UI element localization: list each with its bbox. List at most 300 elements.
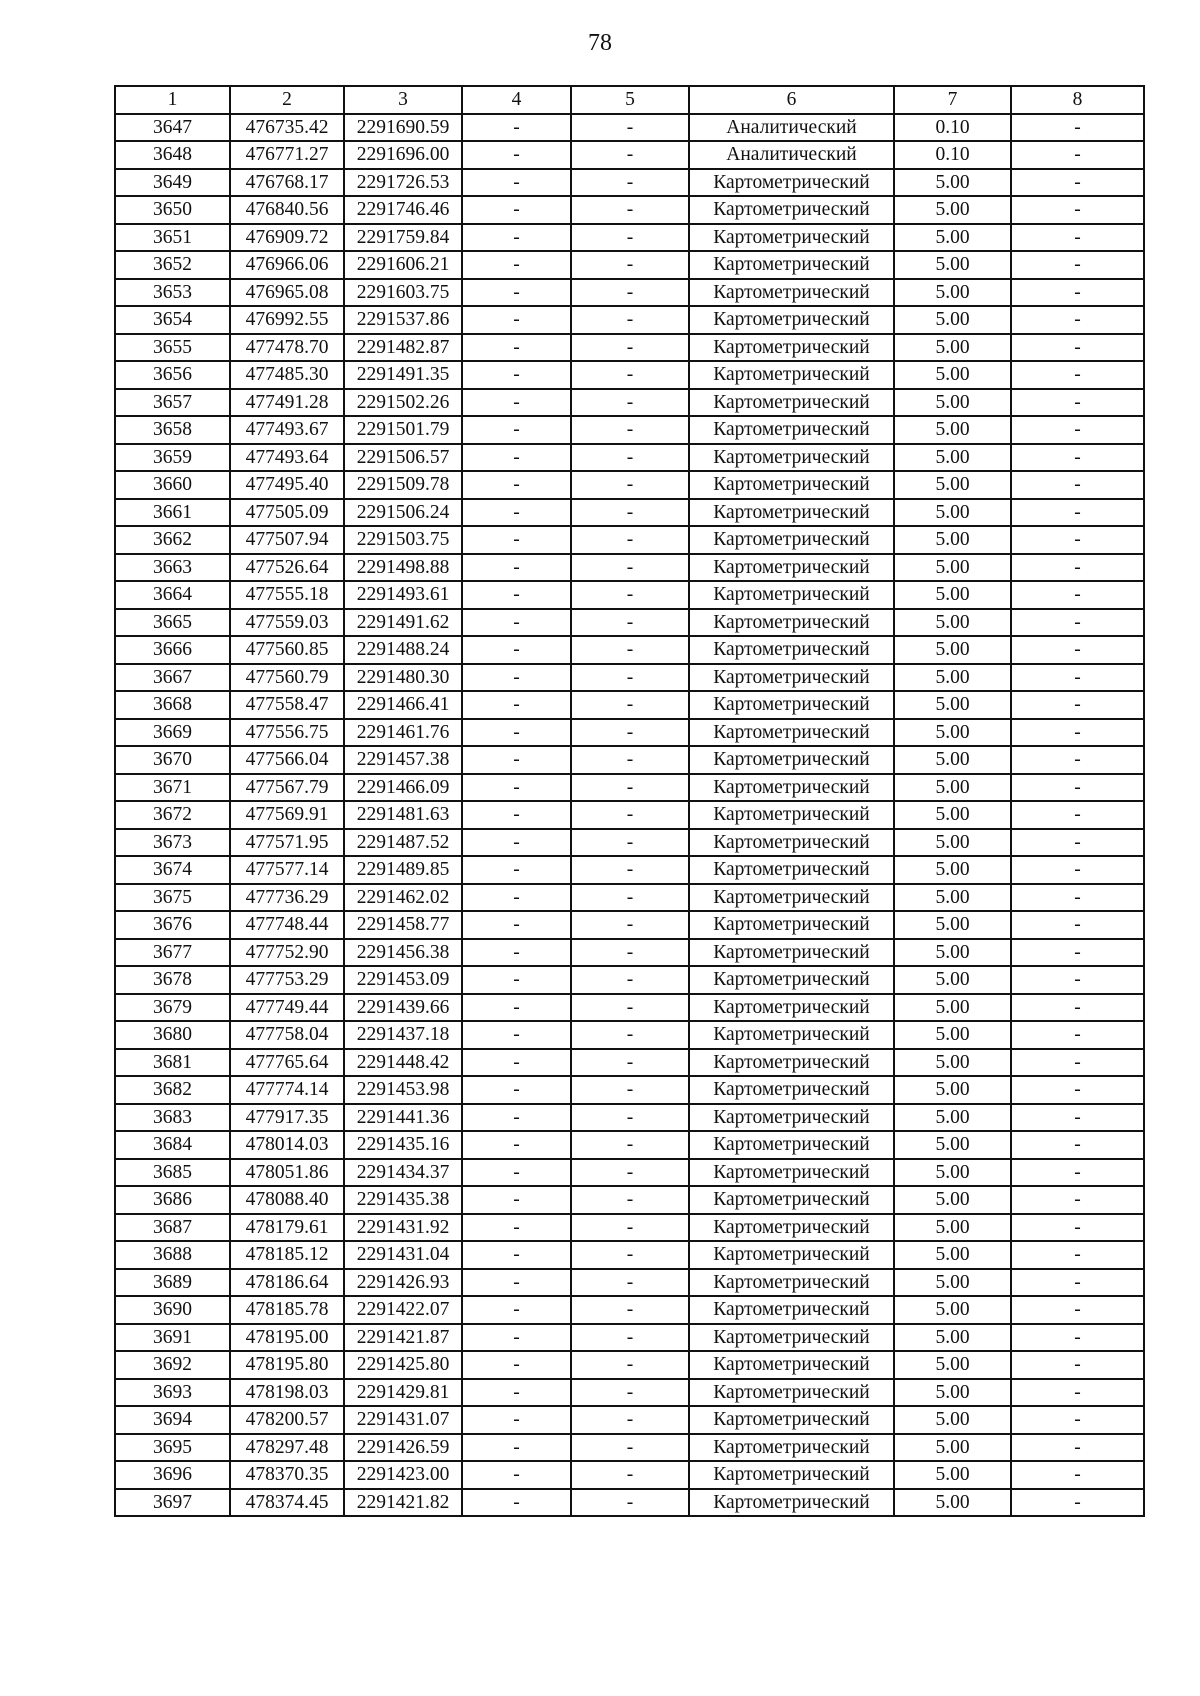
cell-point-number: 3672	[115, 801, 230, 829]
table-row	[115, 1104, 1144, 1132]
cell-col-4-value: -	[462, 141, 571, 169]
cell-col-8-value: -	[1011, 939, 1144, 967]
cell-accuracy: 5.00	[894, 416, 1011, 444]
cell-col-5-value: -	[571, 1434, 689, 1462]
cell-col-8-value: -	[1011, 471, 1144, 499]
cell-col-4-value: -	[462, 1214, 571, 1242]
cell-accuracy: 5.00	[894, 169, 1011, 197]
cell-accuracy: 5.00	[894, 1159, 1011, 1187]
cell-accuracy: 5.00	[894, 1461, 1011, 1489]
table-row	[115, 1186, 1144, 1214]
table-row	[115, 1324, 1144, 1352]
cell-method: Картометрический	[689, 444, 894, 472]
cell-col-4-value: -	[462, 499, 571, 527]
table-row	[115, 664, 1144, 692]
cell-accuracy: 5.00	[894, 1379, 1011, 1407]
cell-col-5-value: -	[571, 609, 689, 637]
table-row	[115, 334, 1144, 362]
cell-method: Картометрический	[689, 306, 894, 334]
cell-col-4-value: -	[462, 1186, 571, 1214]
table-row	[115, 389, 1144, 417]
table-row	[115, 609, 1144, 637]
column-header: 3	[344, 86, 462, 114]
cell-col-4-value: -	[462, 1324, 571, 1352]
cell-x-coordinate: 477559.03	[230, 609, 344, 637]
table-row	[115, 1214, 1144, 1242]
cell-col-8-value: -	[1011, 1461, 1144, 1489]
cell-point-number: 3679	[115, 994, 230, 1022]
cell-method: Картометрический	[689, 829, 894, 857]
cell-x-coordinate: 478200.57	[230, 1406, 344, 1434]
cell-y-coordinate: 2291488.24	[344, 636, 462, 664]
table-body	[115, 114, 1144, 1517]
cell-point-number: 3687	[115, 1214, 230, 1242]
cell-accuracy: 5.00	[894, 691, 1011, 719]
cell-col-4-value: -	[462, 1489, 571, 1517]
cell-point-number: 3654	[115, 306, 230, 334]
cell-col-8-value: -	[1011, 1021, 1144, 1049]
cell-point-number: 3664	[115, 581, 230, 609]
cell-accuracy: 5.00	[894, 1351, 1011, 1379]
cell-col-8-value: -	[1011, 636, 1144, 664]
cell-col-8-value: -	[1011, 444, 1144, 472]
cell-point-number: 3668	[115, 691, 230, 719]
cell-accuracy: 5.00	[894, 966, 1011, 994]
cell-accuracy: 5.00	[894, 1269, 1011, 1297]
cell-accuracy: 5.00	[894, 361, 1011, 389]
cell-y-coordinate: 2291503.75	[344, 526, 462, 554]
cell-method: Картометрический	[689, 1379, 894, 1407]
table-row	[115, 774, 1144, 802]
cell-point-number: 3656	[115, 361, 230, 389]
cell-col-5-value: -	[571, 1159, 689, 1187]
cell-accuracy: 5.00	[894, 1076, 1011, 1104]
cell-x-coordinate: 476840.56	[230, 196, 344, 224]
column-header: 6	[689, 86, 894, 114]
table-row	[115, 1296, 1144, 1324]
cell-col-4-value: -	[462, 884, 571, 912]
cell-col-5-value: -	[571, 416, 689, 444]
cell-method: Картометрический	[689, 1131, 894, 1159]
cell-col-5-value: -	[571, 581, 689, 609]
cell-col-5-value: -	[571, 911, 689, 939]
cell-col-4-value: -	[462, 801, 571, 829]
table-row	[115, 169, 1144, 197]
cell-y-coordinate: 2291690.59	[344, 114, 462, 142]
cell-x-coordinate: 477567.79	[230, 774, 344, 802]
cell-point-number: 3690	[115, 1296, 230, 1324]
cell-point-number: 3665	[115, 609, 230, 637]
table-row	[115, 196, 1144, 224]
cell-col-4-value: -	[462, 526, 571, 554]
cell-x-coordinate: 477569.91	[230, 801, 344, 829]
cell-col-5-value: -	[571, 196, 689, 224]
cell-method: Картометрический	[689, 554, 894, 582]
cell-method: Картометрический	[689, 1214, 894, 1242]
cell-col-4-value: -	[462, 829, 571, 857]
column-header: 2	[230, 86, 344, 114]
cell-x-coordinate: 477577.14	[230, 856, 344, 884]
cell-x-coordinate: 476992.55	[230, 306, 344, 334]
cell-accuracy: 5.00	[894, 1021, 1011, 1049]
cell-point-number: 3659	[115, 444, 230, 472]
table-row	[115, 361, 1144, 389]
cell-col-5-value: -	[571, 224, 689, 252]
coordinates-table	[114, 85, 1145, 1517]
cell-col-4-value: -	[462, 444, 571, 472]
cell-col-5-value: -	[571, 554, 689, 582]
cell-x-coordinate: 477505.09	[230, 499, 344, 527]
cell-method: Картометрический	[689, 1406, 894, 1434]
cell-method: Картометрический	[689, 196, 894, 224]
cell-y-coordinate: 2291759.84	[344, 224, 462, 252]
cell-col-8-value: -	[1011, 1351, 1144, 1379]
cell-point-number: 3688	[115, 1241, 230, 1269]
cell-method: Картометрический	[689, 636, 894, 664]
cell-y-coordinate: 2291423.00	[344, 1461, 462, 1489]
cell-point-number: 3683	[115, 1104, 230, 1132]
cell-x-coordinate: 477507.94	[230, 526, 344, 554]
cell-accuracy: 5.00	[894, 196, 1011, 224]
cell-method: Картометрический	[689, 416, 894, 444]
cell-col-8-value: -	[1011, 746, 1144, 774]
cell-x-coordinate: 476909.72	[230, 224, 344, 252]
cell-col-8-value: -	[1011, 1241, 1144, 1269]
cell-col-8-value: -	[1011, 884, 1144, 912]
cell-col-5-value: -	[571, 114, 689, 142]
cell-method: Картометрический	[689, 1104, 894, 1132]
cell-col-8-value: -	[1011, 801, 1144, 829]
cell-col-5-value: -	[571, 1021, 689, 1049]
cell-method: Картометрический	[689, 334, 894, 362]
cell-method: Картометрический	[689, 1324, 894, 1352]
cell-y-coordinate: 2291506.57	[344, 444, 462, 472]
cell-col-4-value: -	[462, 416, 571, 444]
cell-col-5-value: -	[571, 1296, 689, 1324]
cell-col-4-value: -	[462, 251, 571, 279]
cell-y-coordinate: 2291506.24	[344, 499, 462, 527]
cell-y-coordinate: 2291457.38	[344, 746, 462, 774]
cell-point-number: 3662	[115, 526, 230, 554]
cell-method: Картометрический	[689, 251, 894, 279]
cell-y-coordinate: 2291462.02	[344, 884, 462, 912]
cell-col-4-value: -	[462, 719, 571, 747]
cell-method: Аналитический	[689, 114, 894, 142]
cell-col-8-value: -	[1011, 1296, 1144, 1324]
cell-point-number: 3663	[115, 554, 230, 582]
cell-col-8-value: -	[1011, 1131, 1144, 1159]
cell-x-coordinate: 477917.35	[230, 1104, 344, 1132]
cell-x-coordinate: 477753.29	[230, 966, 344, 994]
cell-y-coordinate: 2291431.07	[344, 1406, 462, 1434]
cell-x-coordinate: 478186.64	[230, 1269, 344, 1297]
cell-y-coordinate: 2291537.86	[344, 306, 462, 334]
cell-col-8-value: -	[1011, 1406, 1144, 1434]
cell-accuracy: 5.00	[894, 581, 1011, 609]
cell-point-number: 3666	[115, 636, 230, 664]
cell-point-number: 3652	[115, 251, 230, 279]
cell-col-8-value: -	[1011, 361, 1144, 389]
cell-method: Картометрический	[689, 774, 894, 802]
cell-accuracy: 5.00	[894, 1241, 1011, 1269]
cell-method: Картометрический	[689, 1269, 894, 1297]
table-row	[115, 801, 1144, 829]
cell-x-coordinate: 477566.04	[230, 746, 344, 774]
cell-method: Картометрический	[689, 1159, 894, 1187]
table-row	[115, 581, 1144, 609]
cell-x-coordinate: 477491.28	[230, 389, 344, 417]
cell-method: Картометрический	[689, 1076, 894, 1104]
cell-col-5-value: -	[571, 1461, 689, 1489]
cell-accuracy: 5.00	[894, 251, 1011, 279]
cell-col-5-value: -	[571, 444, 689, 472]
cell-x-coordinate: 477493.64	[230, 444, 344, 472]
cell-col-8-value: -	[1011, 306, 1144, 334]
table-row	[115, 1241, 1144, 1269]
cell-y-coordinate: 2291431.92	[344, 1214, 462, 1242]
table-row	[115, 499, 1144, 527]
cell-col-5-value: -	[571, 856, 689, 884]
table-row	[115, 1269, 1144, 1297]
cell-method: Картометрический	[689, 1296, 894, 1324]
cell-accuracy: 5.00	[894, 911, 1011, 939]
cell-col-4-value: -	[462, 746, 571, 774]
cell-method: Картометрический	[689, 169, 894, 197]
cell-point-number: 3696	[115, 1461, 230, 1489]
cell-point-number: 3667	[115, 664, 230, 692]
cell-col-8-value: -	[1011, 1324, 1144, 1352]
cell-col-5-value: -	[571, 1131, 689, 1159]
cell-accuracy: 5.00	[894, 1131, 1011, 1159]
cell-col-5-value: -	[571, 389, 689, 417]
cell-x-coordinate: 477774.14	[230, 1076, 344, 1104]
cell-x-coordinate: 477558.47	[230, 691, 344, 719]
cell-y-coordinate: 2291501.79	[344, 416, 462, 444]
cell-method: Картометрический	[689, 1489, 894, 1517]
cell-method: Картометрический	[689, 884, 894, 912]
page-number: 78	[588, 30, 612, 56]
cell-col-8-value: -	[1011, 829, 1144, 857]
cell-col-8-value: -	[1011, 1489, 1144, 1517]
cell-col-4-value: -	[462, 1269, 571, 1297]
cell-col-4-value: -	[462, 1104, 571, 1132]
cell-col-4-value: -	[462, 389, 571, 417]
cell-accuracy: 5.00	[894, 636, 1011, 664]
cell-method: Картометрический	[689, 1049, 894, 1077]
table-row	[115, 444, 1144, 472]
cell-col-4-value: -	[462, 939, 571, 967]
cell-x-coordinate: 478185.12	[230, 1241, 344, 1269]
cell-col-4-value: -	[462, 636, 571, 664]
cell-y-coordinate: 2291448.42	[344, 1049, 462, 1077]
cell-col-4-value: -	[462, 114, 571, 142]
cell-point-number: 3681	[115, 1049, 230, 1077]
cell-col-8-value: -	[1011, 114, 1144, 142]
cell-col-4-value: -	[462, 1351, 571, 1379]
cell-method: Картометрический	[689, 471, 894, 499]
cell-col-4-value: -	[462, 1434, 571, 1462]
cell-col-4-value: -	[462, 224, 571, 252]
cell-col-4-value: -	[462, 361, 571, 389]
cell-accuracy: 0.10	[894, 141, 1011, 169]
cell-x-coordinate: 477495.40	[230, 471, 344, 499]
table-row	[115, 746, 1144, 774]
cell-col-5-value: -	[571, 664, 689, 692]
cell-x-coordinate: 478374.45	[230, 1489, 344, 1517]
table-row	[115, 1076, 1144, 1104]
column-header: 4	[462, 86, 571, 114]
cell-method: Картометрический	[689, 1351, 894, 1379]
cell-x-coordinate: 477765.64	[230, 1049, 344, 1077]
cell-col-8-value: -	[1011, 1049, 1144, 1077]
cell-y-coordinate: 2291441.36	[344, 1104, 462, 1132]
cell-x-coordinate: 478198.03	[230, 1379, 344, 1407]
cell-col-8-value: -	[1011, 1186, 1144, 1214]
cell-col-5-value: -	[571, 1076, 689, 1104]
cell-accuracy: 5.00	[894, 746, 1011, 774]
cell-y-coordinate: 2291493.61	[344, 581, 462, 609]
table-row	[115, 939, 1144, 967]
cell-point-number: 3674	[115, 856, 230, 884]
cell-col-5-value: -	[571, 306, 689, 334]
cell-x-coordinate: 478195.00	[230, 1324, 344, 1352]
cell-method: Картометрический	[689, 279, 894, 307]
cell-accuracy: 5.00	[894, 801, 1011, 829]
table-row	[115, 1159, 1144, 1187]
cell-accuracy: 5.00	[894, 664, 1011, 692]
cell-col-8-value: -	[1011, 691, 1144, 719]
cell-point-number: 3685	[115, 1159, 230, 1187]
cell-x-coordinate: 478088.40	[230, 1186, 344, 1214]
cell-y-coordinate: 2291491.62	[344, 609, 462, 637]
cell-col-5-value: -	[571, 801, 689, 829]
cell-point-number: 3675	[115, 884, 230, 912]
cell-method: Картометрический	[689, 361, 894, 389]
cell-accuracy: 5.00	[894, 224, 1011, 252]
cell-method: Картометрический	[689, 664, 894, 692]
cell-col-5-value: -	[571, 829, 689, 857]
cell-x-coordinate: 477560.85	[230, 636, 344, 664]
table-row	[115, 1351, 1144, 1379]
cell-point-number: 3651	[115, 224, 230, 252]
cell-x-coordinate: 476735.42	[230, 114, 344, 142]
cell-x-coordinate: 477478.70	[230, 334, 344, 362]
cell-y-coordinate: 2291481.63	[344, 801, 462, 829]
cell-accuracy: 5.00	[894, 939, 1011, 967]
cell-x-coordinate: 477736.29	[230, 884, 344, 912]
cell-method: Картометрический	[689, 911, 894, 939]
cell-accuracy: 5.00	[894, 279, 1011, 307]
cell-col-4-value: -	[462, 581, 571, 609]
cell-y-coordinate: 2291431.04	[344, 1241, 462, 1269]
table-row	[115, 719, 1144, 747]
cell-accuracy: 0.10	[894, 114, 1011, 142]
cell-col-4-value: -	[462, 554, 571, 582]
cell-col-4-value: -	[462, 609, 571, 637]
cell-col-4-value: -	[462, 1021, 571, 1049]
cell-point-number: 3648	[115, 141, 230, 169]
cell-y-coordinate: 2291482.87	[344, 334, 462, 362]
cell-col-4-value: -	[462, 994, 571, 1022]
table-row	[115, 856, 1144, 884]
cell-x-coordinate: 477571.95	[230, 829, 344, 857]
cell-y-coordinate: 2291435.38	[344, 1186, 462, 1214]
cell-col-8-value: -	[1011, 224, 1144, 252]
cell-accuracy: 5.00	[894, 1104, 1011, 1132]
cell-y-coordinate: 2291509.78	[344, 471, 462, 499]
cell-accuracy: 5.00	[894, 526, 1011, 554]
cell-method: Картометрический	[689, 719, 894, 747]
cell-col-4-value: -	[462, 856, 571, 884]
cell-col-4-value: -	[462, 1159, 571, 1187]
cell-y-coordinate: 2291487.52	[344, 829, 462, 857]
cell-y-coordinate: 2291426.93	[344, 1269, 462, 1297]
cell-x-coordinate: 478179.61	[230, 1214, 344, 1242]
table-row	[115, 554, 1144, 582]
cell-col-4-value: -	[462, 911, 571, 939]
cell-y-coordinate: 2291606.21	[344, 251, 462, 279]
cell-col-4-value: -	[462, 1406, 571, 1434]
cell-accuracy: 5.00	[894, 856, 1011, 884]
cell-accuracy: 5.00	[894, 1434, 1011, 1462]
cell-col-5-value: -	[571, 1379, 689, 1407]
cell-accuracy: 5.00	[894, 884, 1011, 912]
cell-col-4-value: -	[462, 169, 571, 197]
cell-y-coordinate: 2291498.88	[344, 554, 462, 582]
cell-x-coordinate: 477485.30	[230, 361, 344, 389]
cell-x-coordinate: 478014.03	[230, 1131, 344, 1159]
cell-method: Картометрический	[689, 746, 894, 774]
cell-col-5-value: -	[571, 361, 689, 389]
cell-col-5-value: -	[571, 334, 689, 362]
table-row	[115, 1489, 1144, 1517]
cell-point-number: 3670	[115, 746, 230, 774]
cell-y-coordinate: 2291726.53	[344, 169, 462, 197]
cell-col-8-value: -	[1011, 774, 1144, 802]
cell-point-number: 3673	[115, 829, 230, 857]
cell-col-8-value: -	[1011, 581, 1144, 609]
cell-method: Картометрический	[689, 1021, 894, 1049]
cell-point-number: 3697	[115, 1489, 230, 1517]
cell-col-5-value: -	[571, 1406, 689, 1434]
cell-point-number: 3684	[115, 1131, 230, 1159]
cell-point-number: 3691	[115, 1324, 230, 1352]
cell-y-coordinate: 2291426.59	[344, 1434, 462, 1462]
cell-col-5-value: -	[571, 884, 689, 912]
cell-x-coordinate: 477748.44	[230, 911, 344, 939]
table-row	[115, 1131, 1144, 1159]
cell-method: Картометрический	[689, 1434, 894, 1462]
cell-point-number: 3692	[115, 1351, 230, 1379]
table-row	[115, 114, 1144, 142]
cell-col-4-value: -	[462, 1131, 571, 1159]
cell-col-8-value: -	[1011, 609, 1144, 637]
cell-y-coordinate: 2291466.09	[344, 774, 462, 802]
cell-y-coordinate: 2291603.75	[344, 279, 462, 307]
cell-y-coordinate: 2291435.16	[344, 1131, 462, 1159]
cell-x-coordinate: 478051.86	[230, 1159, 344, 1187]
cell-method: Картометрический	[689, 801, 894, 829]
cell-point-number: 3686	[115, 1186, 230, 1214]
cell-point-number: 3655	[115, 334, 230, 362]
cell-accuracy: 5.00	[894, 609, 1011, 637]
cell-col-5-value: -	[571, 1104, 689, 1132]
table-header-row	[115, 86, 1144, 114]
cell-accuracy: 5.00	[894, 1214, 1011, 1242]
cell-y-coordinate: 2291434.37	[344, 1159, 462, 1187]
cell-accuracy: 5.00	[894, 1324, 1011, 1352]
table-row	[115, 884, 1144, 912]
